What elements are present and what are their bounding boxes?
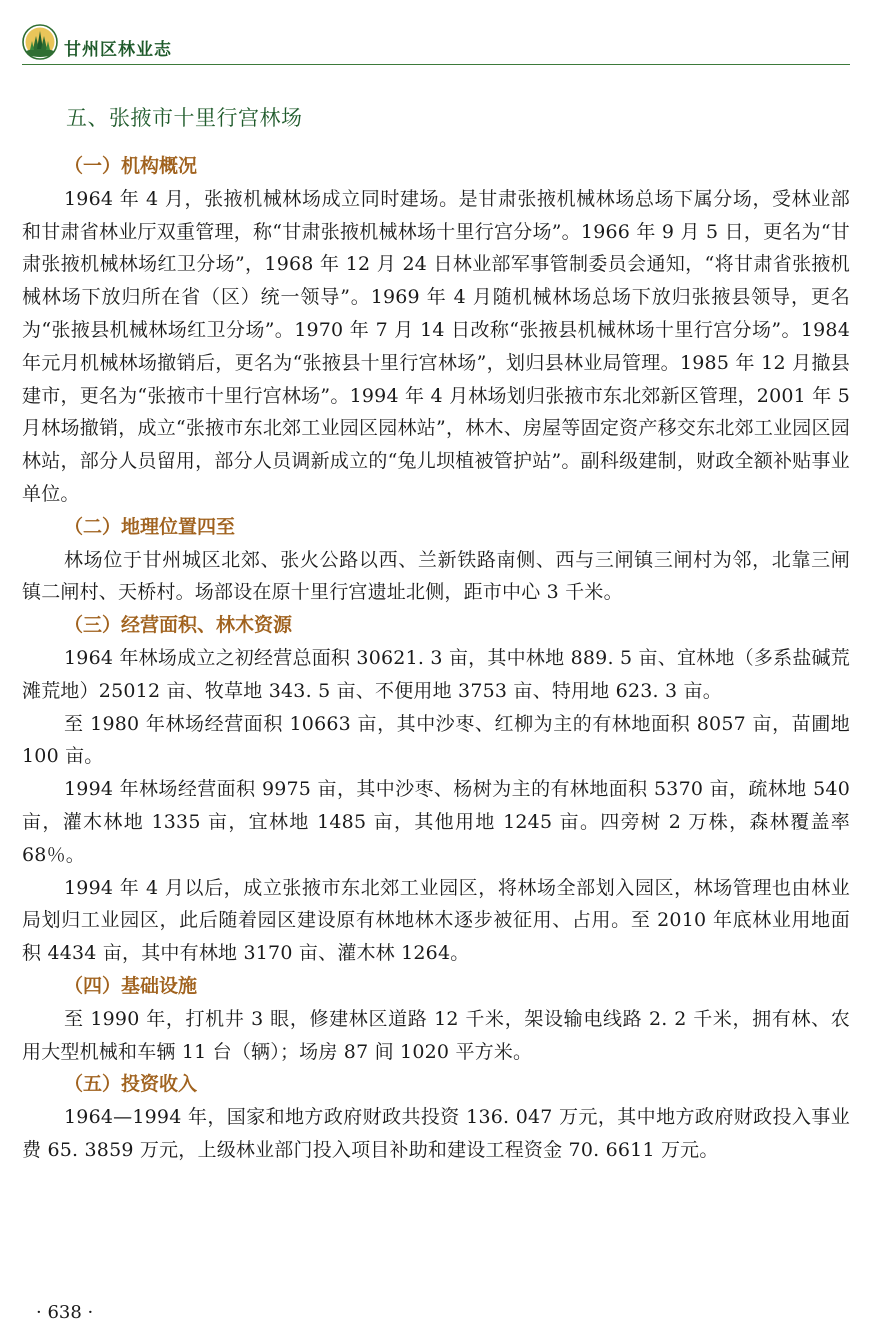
subsection-organization <box>22 150 850 511</box>
paragraph: 至 1980 年林场经营面积 10663 亩，其中沙枣、红柳为主的有林地面积 8057 亩，苗圃地 100 亩。 <box>22 712 850 768</box>
paragraph: 1964 年 4 月，张掖机械林场成立同时建场。是甘肃张掖机械林场总场下属分场，受林业部和甘肃省林业厅双重管理，称“甘肃张掖机械林场十里行宫分场”。1966 年 9 月 5 日，更名为“甘肃张掖机械林场红卫分场”，1968 年 12 月 24 日林业部军事管制委员会通知，“将甘肃省张掖机械林场下放归所在省（区）统一领导”。1969 年 4 月随机械林场总场下放归张掖县领导，更名为“张掖县机械林场红卫分场”。1970 年 7 月 14 日改称“张掖县机械林场十里行宫分场”。1984 年元月机械林场撤销后，更名为“张掖县十里行宫林场”，划归县林业局管理。1985 年 12 月撤县建市，更名为“张掖市十里行宫林场”。1994 年 4 月林场划归张掖市东北郊新区管理，2001 年 5 月林场撤销，成立“张掖市东北郊工业园区园林站”，林木、房屋等固定资产移交东北郊工业园区园林站，部分人员留用，部分人员调新成立的“兔儿坝植被管护站”。副科级建制，财政全额补贴事业单位。 <box>22 187 850 505</box>
page-number: · 638 · <box>36 1302 94 1323</box>
subsection-heading: （五）投资收入 <box>64 1073 198 1096</box>
paragraph: 至 1990 年，打机井 3 眼，修建林区道路 12 千米，架设输电线路 2. 2 千米，拥有林、农用大型机械和车辆 11 台（辆）；场房 87 间 1020 平方米。 <box>22 1007 850 1063</box>
subsection-location <box>22 511 850 609</box>
subsection-heading: （四）基础设施 <box>64 974 198 997</box>
forest-logo-icon <box>22 24 58 60</box>
page-header <box>22 22 850 65</box>
paragraph: 1964—1994 年，国家和地方政府财政共投资 136. 047 万元，其中地方政府财政投入事业费 65. 3859 万元，上级林业部门投入项目补助和建设工程资金 70. 6611 万元。 <box>22 1106 850 1161</box>
section-title: 五、张掖市十里行宫林场 <box>66 106 303 130</box>
paragraph: 林场位于甘州城区北郊、张火公路以西、兰新铁路南侧、西与三闸镇三闸村为邻，北靠三闸镇二闸村、天桥村。场部设在原十里行宫遗址北侧，距市中心 3 千米。 <box>22 548 850 604</box>
paragraph: 1994 年 4 月以后，成立张掖市东北郊工业园区，将林场全部划入园区，林场管理也由林业局划归工业园区，此后随着园区建设原有林地林木逐步被征用、占用。至 2010 年底林业用地面积 4434 亩，其中有林地 3170 亩、灌木林 1264。 <box>22 876 850 965</box>
article-body <box>22 150 850 1167</box>
subsection-heading: （二）地理位置四至 <box>64 515 236 538</box>
subsection-investment <box>22 1068 850 1166</box>
book-title: 甘州区林业志 <box>64 40 172 60</box>
paragraph: 1964 年林场成立之初经营总面积 30621. 3 亩，其中林地 889. 5 亩、宜林地（多系盐碱荒滩荒地）25012 亩、牧草地 343. 5 亩、不便用地 3753 亩、特用地 623. 3 亩。 <box>22 646 850 702</box>
subsection-infrastructure <box>22 970 850 1068</box>
subsection-heading: （三）经营面积、林木资源 <box>64 614 293 637</box>
subsection-heading: （一）机构概况 <box>64 155 198 177</box>
paragraph: 1994 年林场经营面积 9975 亩，其中沙枣、杨树为主的有林地面积 5370 亩，疏林地 540 亩，灌木林地 1335 亩，宜林地 1485 亩，其他用地 1245 亩。四旁树 2 万株，森林覆盖率 68％。 <box>22 778 850 866</box>
subsection-resources <box>22 609 850 970</box>
